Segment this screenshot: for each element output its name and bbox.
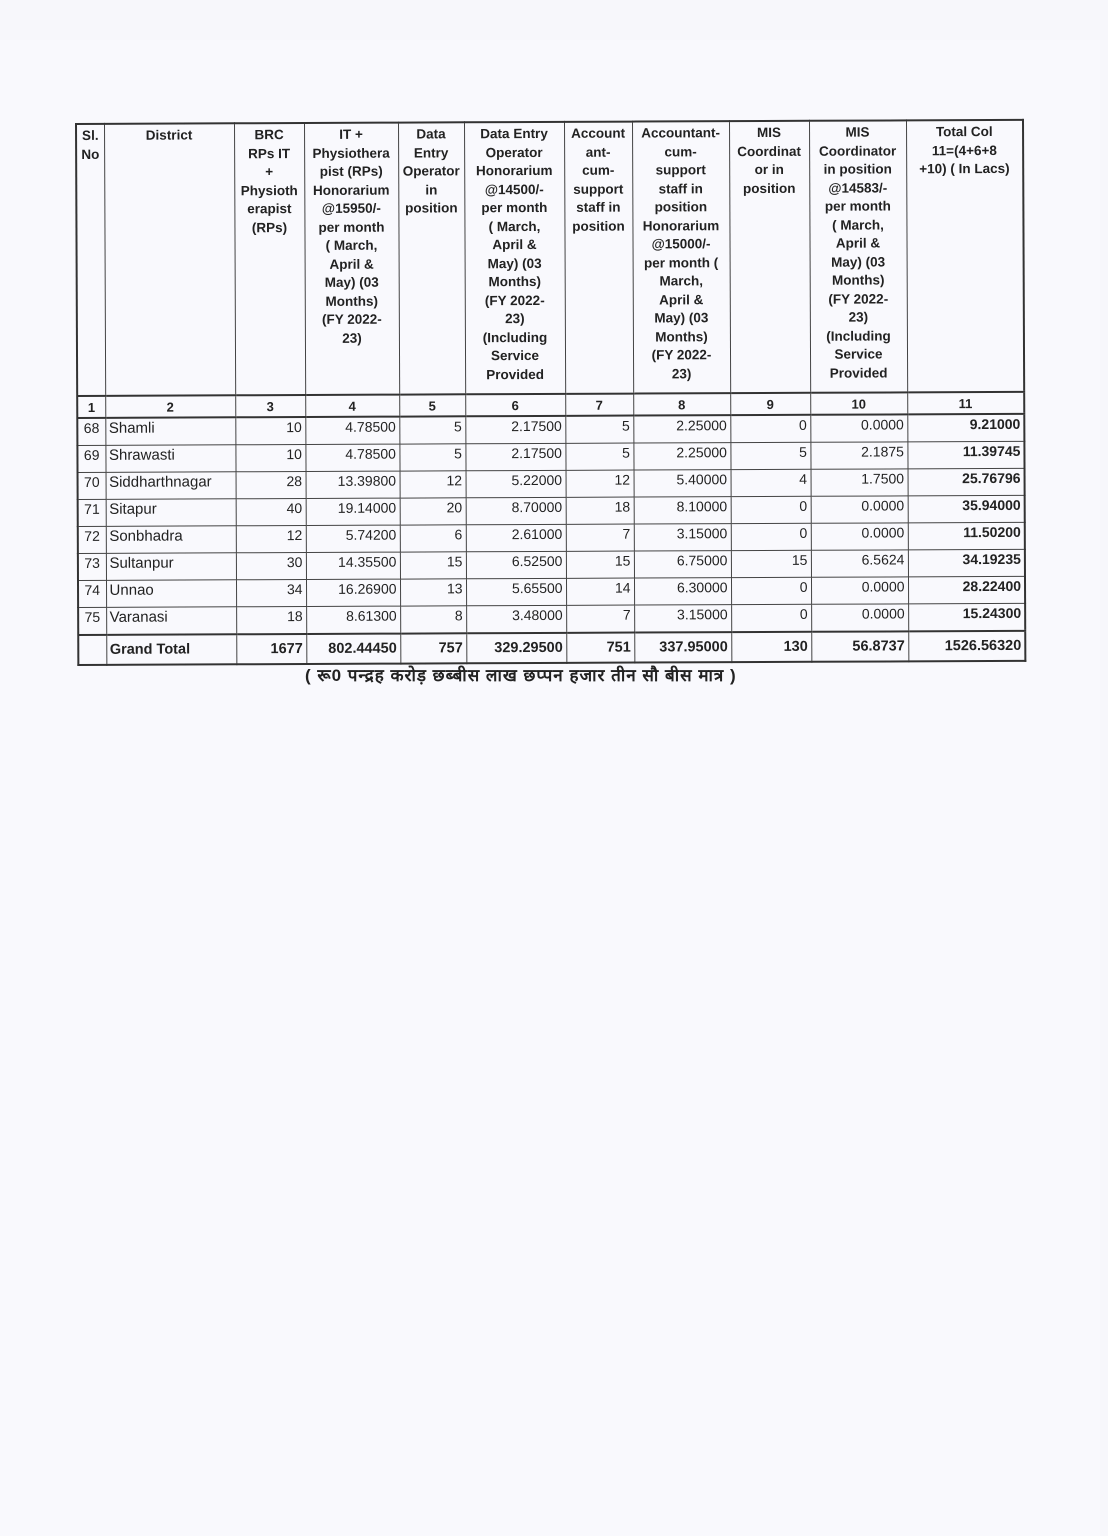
table-cell: 18 — [566, 497, 634, 524]
table-cell: 6.5624 — [811, 550, 908, 577]
table-cell: 0.0000 — [811, 496, 908, 523]
table-cell: 18 — [236, 606, 306, 634]
table-cell: 16.26900 — [306, 579, 400, 606]
column-header: Account ant- cum- support staff in position — [564, 122, 633, 394]
table-cell: 12 — [566, 470, 634, 497]
district-name: Sultanpur — [106, 553, 236, 581]
table-cell: 40 — [236, 498, 306, 525]
table-cell: 0 — [731, 577, 811, 604]
table-cell: 34 — [236, 579, 306, 606]
table-cell: 4 — [731, 469, 811, 496]
table-cell: 5.74200 — [306, 525, 400, 552]
table-cell: 8 — [400, 606, 466, 634]
table-cell: 4.78500 — [305, 444, 399, 471]
table-cell: 1.7500 — [811, 469, 908, 496]
table-cell: 13 — [400, 579, 466, 606]
grand-total-cell: 802.44450 — [306, 634, 400, 664]
table-cell: 10 — [235, 417, 305, 445]
column-header: Sl. No — [76, 124, 105, 396]
district-name: Sitapur — [106, 499, 236, 527]
serial-number: 68 — [77, 418, 105, 446]
table-cell: 0 — [731, 523, 811, 550]
table-row — [77, 441, 1024, 472]
table-cell: 6.75000 — [634, 551, 731, 578]
column-number: 11 — [907, 392, 1024, 415]
table-cell: 9.21000 — [907, 414, 1024, 442]
table-cell: 28 — [236, 471, 306, 498]
table-cell: 12 — [400, 471, 466, 498]
grand-total-cell: 751 — [566, 633, 634, 663]
column-header: MIS Coordinator in position @14583/- per month ( March, April & May) (03 Months) (FY 2022- 23) (Including Service Provided — [809, 120, 907, 392]
serial-number: 69 — [77, 445, 105, 472]
table-cell: 30 — [236, 552, 306, 579]
table-row — [77, 414, 1024, 446]
table-cell: 14.35500 — [306, 552, 400, 579]
table-cell: 5.40000 — [634, 470, 731, 497]
serial-number: 73 — [78, 553, 106, 580]
table-cell: 13.39800 — [306, 471, 400, 498]
column-header: IT + Physiothera pist (RPs) Honorarium @15950/- per month ( March, April & May) (03 Months) (FY 2022- 23) — [304, 123, 399, 395]
table-cell: 34.19235 — [908, 549, 1025, 577]
table-cell: 5.65500 — [466, 578, 566, 605]
column-header: MIS Coordinat or in position — [729, 121, 810, 393]
table-cell: 19.14000 — [306, 498, 400, 525]
table-cell: 15 — [731, 550, 811, 577]
table-cell: 5 — [565, 443, 633, 470]
serial-number: 71 — [78, 499, 106, 526]
table-cell: 0 — [730, 415, 810, 443]
table-cell: 20 — [400, 498, 466, 525]
column-number: 1 — [77, 396, 105, 418]
district-name: Varanasi — [106, 607, 236, 635]
column-header: Total Col 11=(4+6+8 +10) ( In Lacs) — [906, 120, 1024, 393]
table-cell: 5 — [565, 416, 633, 444]
header-row — [76, 120, 1024, 396]
table-cell: 15 — [400, 552, 466, 579]
table-cell: 15.24300 — [908, 603, 1025, 631]
grand-total-row — [78, 631, 1025, 665]
table-cell: 12 — [236, 525, 306, 552]
table-cell: 7 — [566, 605, 634, 633]
grand-total-cell: 56.8737 — [811, 631, 908, 661]
table-cell: 3.48000 — [466, 605, 566, 633]
table-row — [78, 576, 1025, 607]
table-cell: 2.17500 — [465, 443, 565, 470]
amount-in-words: ( रू0 पन्द्रह करोड़ छब्बीस लाख छप्पन हजार तीन सौ बीस मात्र ) — [305, 666, 737, 685]
column-header: Data Entry Operator in position — [398, 122, 465, 394]
table-cell: 0.0000 — [811, 604, 908, 632]
grand-total-cell: 757 — [400, 633, 466, 663]
table-cell: 2.25000 — [633, 415, 730, 443]
column-header: Data Entry Operator Honorarium @14500/- per month ( March, April & May) (03 Months) (FY 2022- 23) (Including Service Provided — [464, 122, 565, 394]
district-name: Sonbhadra — [106, 526, 236, 554]
table-cell: 8.10000 — [634, 497, 731, 524]
column-number: 4 — [305, 395, 399, 417]
district-name: Shrawasti — [105, 445, 235, 473]
serial-number: 74 — [78, 580, 106, 607]
table-row — [78, 495, 1025, 526]
table-cell: 8.61300 — [306, 606, 400, 634]
grand-total-cell: 337.95000 — [634, 632, 731, 662]
grand-total-cell: 1526.56320 — [908, 631, 1025, 662]
table-cell: 6.30000 — [634, 578, 731, 605]
column-number: 6 — [465, 394, 565, 416]
table-row — [78, 603, 1025, 635]
grand-total-cell: 1677 — [236, 634, 306, 664]
grand-total-cell: 329.29500 — [466, 633, 566, 663]
column-number: 5 — [399, 394, 465, 416]
column-number: 3 — [235, 395, 305, 417]
column-header: District — [104, 123, 235, 396]
table-cell: 25.76796 — [908, 468, 1025, 496]
table-cell: 28.22400 — [908, 576, 1025, 604]
table-cell: 11.39745 — [907, 441, 1024, 469]
table-cell: 6 — [400, 525, 466, 552]
serial-number: 72 — [78, 526, 106, 553]
table-cell: 5 — [730, 442, 810, 469]
district-name: Shamli — [105, 417, 235, 445]
district-name: Siddharthnagar — [106, 472, 236, 500]
column-number: 9 — [730, 393, 810, 415]
table-cell: 5.22000 — [466, 470, 566, 497]
grand-total-label: Grand Total — [106, 634, 236, 665]
table-cell: 14 — [566, 578, 634, 605]
table-cell: 2.61000 — [466, 524, 566, 551]
column-number: 8 — [633, 393, 730, 415]
column-header: BRC RPs IT + Physioth erapist (RPs) — [234, 123, 305, 395]
grand-total-cell: 130 — [731, 632, 811, 662]
column-number: 2 — [105, 395, 235, 418]
table-cell: 8.70000 — [466, 497, 566, 524]
table-cell: 35.94000 — [908, 495, 1025, 523]
table-cell: 2.25000 — [633, 443, 730, 470]
table-cell: 3.15000 — [634, 524, 731, 551]
district-name: Unnao — [106, 580, 236, 608]
honorarium-table — [75, 119, 1026, 666]
table-row — [78, 468, 1025, 499]
table-cell: 0.0000 — [811, 577, 908, 604]
table-cell: 4.78500 — [305, 417, 399, 445]
table-cell: 11.50200 — [908, 522, 1025, 550]
table-cell: 0 — [731, 496, 811, 523]
table-cell: 6.52500 — [466, 551, 566, 578]
table-cell: 5 — [399, 444, 465, 471]
table-cell: 0 — [731, 604, 811, 632]
serial-number: 75 — [78, 607, 106, 635]
table-cell: 0.0000 — [811, 523, 908, 550]
column-header: Accountant- cum- support staff in position Honorarium @15000/- per month ( March, April & May) (03 Months) (FY 2022- 23) — [632, 121, 730, 393]
table-cell: 0.0000 — [810, 414, 907, 442]
table-cell: 15 — [566, 551, 634, 578]
table-row — [78, 549, 1025, 580]
table-cell: 7 — [566, 524, 634, 551]
serial-number: 70 — [78, 472, 106, 499]
table-cell: 2.1875 — [810, 442, 907, 469]
table-cell: 3.15000 — [634, 605, 731, 633]
column-number: 7 — [565, 394, 633, 416]
table-cell: 2.17500 — [465, 416, 565, 444]
table-cell: 5 — [399, 416, 465, 444]
grand-total-cell — [78, 635, 106, 665]
table-row — [78, 522, 1025, 553]
column-number: 10 — [810, 392, 907, 414]
table-cell: 10 — [235, 444, 305, 471]
